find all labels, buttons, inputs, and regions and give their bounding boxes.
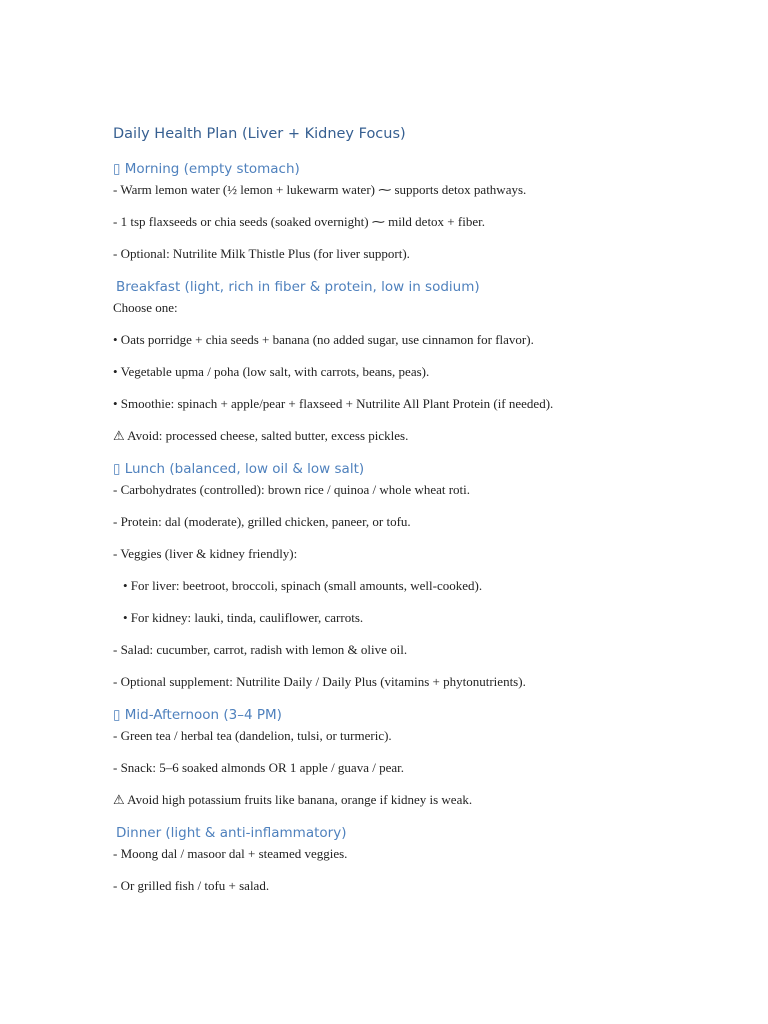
lunch-line-protein: - Protein: dal (moderate), grilled chicken, paneer, or tofu. — [113, 514, 411, 529]
breakfast-line-avoid: ⚠ Avoid: processed cheese, salted butter, excess pickles. — [113, 428, 409, 443]
section-heading-morning: ▯ Morning (empty stomach) — [113, 161, 300, 177]
document-page — [113, 124, 733, 910]
section-heading-breakfast: Breakfast (light, rich in fiber & protein, low in sodium) — [116, 279, 480, 295]
breakfast-line-choose-one: Choose one: — [113, 300, 178, 315]
lunch-line-carbohydrates: - Carbohydrates (controlled): brown rice / quinoa / whole wheat roti. — [113, 482, 471, 497]
section-lunch — [113, 460, 733, 690]
breakfast-line-smoothie: • Smoothie: spinach + apple/pear + flaxseed + Nutrilite All Plant Protein (if needed). — [113, 396, 554, 411]
breakfast-line-upma: • Vegetable upma / poha (low salt, with carrots, beans, peas). — [113, 364, 430, 379]
afternoon-line-tea: - Green tea / herbal tea (dandelion, tulsi, or turmeric). — [113, 728, 392, 743]
section-heading-dinner: Dinner (light & anti-inflammatory) — [116, 825, 347, 841]
lunch-line-for-liver: • For liver: beetroot, broccoli, spinach (small amounts, well-cooked). — [123, 578, 483, 593]
section-morning — [113, 160, 733, 262]
morning-line-lemon-water: - Warm lemon water (½ lemon + lukewarm water) ⁓ supports detox pathways. — [113, 182, 527, 197]
morning-line-flaxseeds: - 1 tsp flaxseeds or chia seeds (soaked overnight) ⁓ mild detox + fiber. — [113, 214, 485, 229]
section-heading-mid-afternoon: ▯ Mid-Afternoon (3–4 PM) — [113, 707, 282, 723]
section-mid-afternoon — [113, 706, 733, 808]
lunch-line-supplement: - Optional supplement: Nutrilite Daily / Daily Plus (vitamins + phytonutrients). — [113, 674, 526, 689]
dinner-line-dal: - Moong dal / masoor dal + steamed veggies. — [113, 846, 348, 861]
afternoon-line-snack: - Snack: 5–6 soaked almonds OR 1 apple / guava / pear. — [113, 760, 404, 775]
morning-line-milk-thistle: - Optional: Nutrilite Milk Thistle Plus (for liver support). — [113, 246, 410, 261]
dinner-line-fish-tofu: - Or grilled fish / tofu + salad. — [113, 878, 270, 893]
section-dinner — [113, 824, 733, 894]
lunch-line-salad: - Salad: cucumber, carrot, radish with lemon & olive oil. — [113, 642, 408, 657]
lunch-line-for-kidney: • For kidney: lauki, tinda, cauliflower, carrots. — [123, 610, 364, 625]
afternoon-line-avoid: ⚠ Avoid high potassium fruits like banana, orange if kidney is weak. — [113, 792, 473, 807]
lunch-line-veggies: - Veggies (liver & kidney friendly): — [113, 546, 298, 561]
section-heading-lunch: ▯ Lunch (balanced, low oil & low salt) — [113, 461, 365, 477]
document-title: Daily Health Plan (Liver + Kidney Focus) — [113, 126, 406, 142]
section-breakfast — [113, 278, 733, 444]
breakfast-line-oats: • Oats porridge + chia seeds + banana (no added sugar, use cinnamon for flavor). — [113, 332, 534, 347]
